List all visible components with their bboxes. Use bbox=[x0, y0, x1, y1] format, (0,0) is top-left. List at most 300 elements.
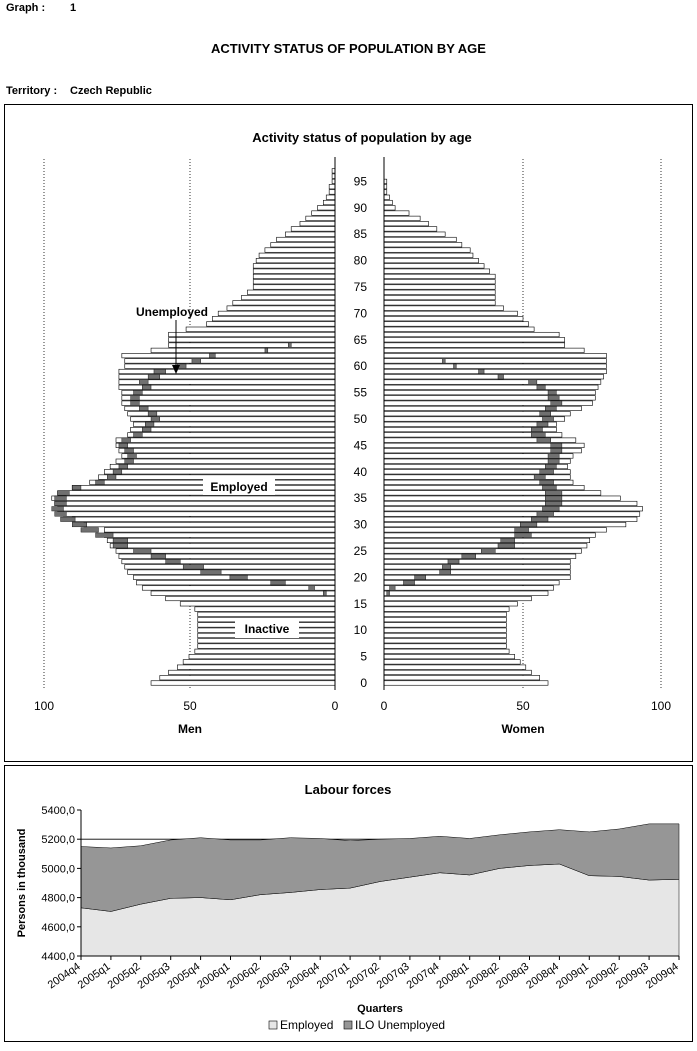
women-bar-age-3 bbox=[384, 665, 526, 669]
labour-xtick-2006q2: 2006q2 bbox=[225, 960, 263, 992]
women-bar-age-73 bbox=[384, 295, 495, 299]
men-bar-age-60 bbox=[125, 364, 335, 368]
men-bar-age-83 bbox=[271, 243, 335, 247]
women-unemployed-age-61 bbox=[442, 359, 445, 363]
men-unemployed-age-45 bbox=[119, 443, 128, 447]
men-xtick-100: 100 bbox=[33, 699, 55, 713]
men-unemployed-age-38 bbox=[96, 480, 105, 484]
men-bar-age-78 bbox=[253, 269, 335, 273]
women-unemployed-age-41 bbox=[545, 464, 556, 468]
age-tick-35: 35 bbox=[353, 491, 367, 506]
graph-label: Graph : bbox=[6, 2, 46, 14]
women-bar-age-6 bbox=[384, 649, 509, 653]
men-bar-age-4 bbox=[183, 660, 335, 664]
men-bar-age-27 bbox=[107, 538, 335, 542]
women-unemployed-age-39 bbox=[534, 475, 545, 479]
men-unemployed-age-58 bbox=[148, 375, 160, 379]
women-bar-age-69 bbox=[384, 316, 523, 320]
labour-xtick-2008q3: 2008q3 bbox=[494, 960, 532, 992]
women-bar-age-5 bbox=[384, 654, 515, 658]
men-bar-age-66 bbox=[169, 332, 335, 336]
men-unemployed-age-44 bbox=[125, 448, 134, 452]
men-unemployed-age-40 bbox=[113, 470, 122, 474]
women-bar-age-21 bbox=[384, 570, 570, 574]
men-unemployed-age-19 bbox=[271, 580, 286, 584]
men-xtick-50: 50 bbox=[183, 699, 197, 713]
men-unemployed-age-22 bbox=[183, 565, 203, 569]
pyramid-title: Activity status of population by age bbox=[252, 130, 472, 145]
men-unemployed-age-62 bbox=[209, 353, 215, 357]
labour-legend bbox=[269, 1018, 445, 1032]
women-bar-age-88 bbox=[384, 216, 420, 220]
labour-xtick-2009q4: 2009q4 bbox=[643, 960, 681, 992]
labour-xtick-2008q4: 2008q4 bbox=[524, 960, 562, 992]
men-unemployed-age-63 bbox=[265, 348, 268, 352]
women-bar-age-76 bbox=[384, 279, 495, 283]
men-bar-age-22 bbox=[125, 565, 335, 569]
women-unemployed-age-26 bbox=[498, 543, 515, 547]
women-unemployed-age-30 bbox=[520, 522, 537, 526]
men-bar-age-56 bbox=[119, 385, 335, 389]
age-tick-95: 95 bbox=[353, 174, 367, 189]
men-bar-age-90 bbox=[317, 206, 335, 210]
age-tick-70: 70 bbox=[353, 306, 367, 321]
men-unemployed-age-55 bbox=[134, 390, 143, 394]
men-bar-age-44 bbox=[119, 448, 335, 452]
women-bar-age-15 bbox=[384, 602, 517, 606]
women-bar-age-56 bbox=[384, 385, 598, 389]
women-bar-age-59 bbox=[384, 369, 606, 373]
men-bar-age-1 bbox=[160, 675, 335, 679]
women-bar-age-57 bbox=[384, 380, 601, 384]
women-bar-age-12 bbox=[384, 617, 506, 621]
women-bar-age-18 bbox=[384, 586, 554, 590]
women-unemployed-age-19 bbox=[403, 580, 414, 584]
age-tick-20: 20 bbox=[353, 570, 367, 585]
women-unemployed-age-46 bbox=[537, 438, 551, 442]
women-unemployed-age-31 bbox=[531, 517, 548, 521]
women-unemployed-age-23 bbox=[448, 559, 459, 563]
women-xtick-0: 0 bbox=[380, 699, 388, 713]
men-bar-age-92 bbox=[326, 195, 335, 199]
pyramid-chart bbox=[5, 105, 692, 761]
men-bar-age-19 bbox=[136, 580, 335, 584]
men-bar-age-65 bbox=[169, 338, 335, 342]
men-bar-age-0 bbox=[151, 681, 335, 685]
men-bar-age-6 bbox=[195, 649, 335, 653]
men-unemployed-age-64 bbox=[288, 343, 291, 347]
men-bar-age-46 bbox=[116, 438, 335, 442]
women-unemployed-age-52 bbox=[545, 406, 556, 410]
men-bar-age-93 bbox=[329, 190, 335, 194]
age-tick-65: 65 bbox=[353, 332, 367, 347]
women-unemployed-age-40 bbox=[540, 470, 554, 474]
men-bar-age-3 bbox=[177, 665, 335, 669]
men-bar-age-33 bbox=[58, 507, 335, 511]
women-unemployed-age-56 bbox=[537, 385, 545, 389]
men-bar-age-31 bbox=[72, 517, 335, 521]
women-unemployed-age-34 bbox=[545, 501, 562, 505]
women-bar-age-91 bbox=[384, 200, 392, 204]
age-tick-10: 10 bbox=[353, 623, 367, 638]
women-bar-age-87 bbox=[384, 221, 428, 225]
men-bar-age-57 bbox=[119, 380, 335, 384]
men-unemployed-age-48 bbox=[142, 427, 151, 431]
labour-ytick-label: 4400,0 bbox=[41, 951, 75, 963]
age-tick-30: 30 bbox=[353, 517, 367, 532]
women-unemployed-age-17 bbox=[387, 591, 390, 595]
women-bar-age-1 bbox=[384, 675, 540, 679]
labour-ytick-label: 5000,0 bbox=[41, 863, 75, 876]
men-bar-age-14 bbox=[195, 607, 335, 611]
men-unemployed-age-37 bbox=[72, 485, 81, 489]
men-bar-age-70 bbox=[218, 311, 335, 315]
labour-ylabel: Persons in thousand bbox=[16, 828, 28, 938]
men-unemployed-age-56 bbox=[142, 385, 151, 389]
women-bar-age-48 bbox=[384, 427, 556, 431]
men-bar-age-40 bbox=[104, 470, 335, 474]
women-unemployed-age-54 bbox=[548, 396, 559, 400]
men-unemployed-age-17 bbox=[323, 591, 326, 595]
men-unemployed-age-31 bbox=[61, 517, 76, 521]
women-unemployed-age-25 bbox=[481, 549, 495, 553]
women-bar-age-0 bbox=[384, 681, 548, 685]
women-bar-age-92 bbox=[384, 195, 390, 199]
men-bar-age-61 bbox=[125, 359, 335, 363]
inactive-annotation: Inactive bbox=[244, 622, 290, 636]
men-unemployed-age-59 bbox=[154, 369, 166, 373]
women-bar-age-67 bbox=[384, 327, 534, 331]
women-bar-age-89 bbox=[384, 211, 409, 215]
women-bar-age-13 bbox=[384, 612, 506, 616]
age-tick-60: 60 bbox=[353, 359, 367, 374]
men-unemployed-age-30 bbox=[72, 522, 87, 526]
labour-xlabel: Quarters bbox=[357, 1003, 403, 1015]
men-bar-age-17 bbox=[151, 591, 335, 595]
women-bar-age-20 bbox=[384, 575, 570, 579]
women-bar-age-75 bbox=[384, 285, 495, 289]
age-tick-25: 25 bbox=[353, 544, 367, 558]
women-bar-age-16 bbox=[384, 596, 531, 600]
women-xtick-100: 100 bbox=[650, 699, 672, 713]
men-bar-age-28 bbox=[104, 533, 335, 537]
men-bar-age-50 bbox=[131, 417, 335, 421]
men-unemployed-age-53 bbox=[131, 401, 140, 405]
men-bar-age-53 bbox=[122, 401, 335, 405]
men-bar-age-87 bbox=[300, 221, 335, 225]
legend-swatch-unemployed bbox=[344, 1021, 352, 1029]
men-unemployed-age-27 bbox=[113, 538, 128, 542]
women-unemployed-age-43 bbox=[548, 454, 559, 458]
men-unemployed-age-35 bbox=[55, 496, 67, 500]
women-unemployed-age-42 bbox=[548, 459, 559, 463]
men-bar-age-79 bbox=[253, 264, 335, 268]
women-bar-age-2 bbox=[384, 670, 531, 674]
men-bar-age-34 bbox=[55, 501, 335, 505]
labour-title: Labour forces bbox=[304, 782, 392, 797]
legend-label-unemployed: ILO Unemployed bbox=[355, 1018, 446, 1032]
men-bar-age-67 bbox=[186, 327, 335, 331]
women-bar-age-71 bbox=[384, 306, 504, 310]
women-bar-age-4 bbox=[384, 660, 520, 664]
age-tick-40: 40 bbox=[353, 464, 367, 479]
men-bar-age-52 bbox=[125, 406, 335, 410]
men-bar-age-62 bbox=[122, 353, 335, 357]
labour-ytick-label: 4800,0 bbox=[41, 892, 75, 905]
women-bar-age-8 bbox=[384, 639, 506, 643]
men-bar-age-71 bbox=[227, 306, 335, 310]
women-bar-age-11 bbox=[384, 623, 506, 627]
women-bar-age-68 bbox=[384, 322, 529, 326]
men-unemployed-age-23 bbox=[166, 559, 181, 563]
men-unemployed-age-32 bbox=[55, 512, 67, 516]
women-bar-age-28 bbox=[384, 533, 595, 537]
men-bar-age-75 bbox=[253, 285, 335, 289]
women-bar-age-50 bbox=[384, 417, 565, 421]
men-unemployed-age-20 bbox=[230, 575, 248, 579]
women-bar-age-70 bbox=[384, 311, 517, 315]
labour-xtick-2005q3: 2005q3 bbox=[135, 960, 173, 992]
women-bar-age-7 bbox=[384, 644, 506, 648]
men-bar-age-55 bbox=[122, 390, 335, 394]
men-bar-age-49 bbox=[134, 422, 335, 426]
territory-label: Territory : bbox=[6, 85, 58, 97]
women-bar-age-54 bbox=[384, 396, 595, 400]
men-bar-age-59 bbox=[119, 369, 335, 373]
men-unemployed-age-51 bbox=[148, 411, 157, 415]
men-bar-age-7 bbox=[198, 644, 335, 648]
pyramid-panel bbox=[4, 104, 693, 762]
women-unemployed-age-20 bbox=[415, 575, 426, 579]
men-bar-age-85 bbox=[285, 232, 335, 236]
women-unemployed-age-33 bbox=[542, 507, 559, 511]
men-bar-age-29 bbox=[104, 528, 335, 532]
women-unemployed-age-27 bbox=[501, 538, 515, 542]
legend-label-employed: Employed bbox=[280, 1018, 334, 1032]
labour-xtick-2008q2: 2008q2 bbox=[464, 960, 502, 992]
men-bar-age-41 bbox=[110, 464, 335, 468]
women-bar-age-82 bbox=[384, 248, 470, 252]
women-bar-age-86 bbox=[384, 227, 437, 231]
women-unemployed-age-48 bbox=[531, 427, 542, 431]
women-bar-age-81 bbox=[384, 253, 473, 257]
labour-xtick-2007q3: 2007q3 bbox=[374, 960, 412, 992]
women-bar-age-30 bbox=[384, 522, 626, 526]
women-unemployed-age-50 bbox=[542, 417, 553, 421]
women-unemployed-age-24 bbox=[462, 554, 476, 558]
men-bar-age-80 bbox=[256, 258, 335, 262]
women-unemployed-age-38 bbox=[540, 480, 554, 484]
men-unemployed-age-39 bbox=[107, 475, 116, 479]
men-unemployed-age-26 bbox=[113, 543, 128, 547]
men-bar-age-63 bbox=[151, 348, 335, 352]
women-bar-age-22 bbox=[384, 565, 570, 569]
men-unemployed-age-57 bbox=[139, 380, 148, 384]
men-bar-age-64 bbox=[169, 343, 335, 347]
men-bar-age-69 bbox=[212, 316, 335, 320]
women-bar-age-72 bbox=[384, 301, 495, 305]
women-label: Women bbox=[501, 722, 545, 736]
men-unemployed-age-34 bbox=[55, 501, 67, 505]
men-bar-age-8 bbox=[198, 639, 335, 643]
age-tick-5: 5 bbox=[360, 649, 367, 664]
women-unemployed-age-32 bbox=[537, 512, 554, 516]
labour-chart bbox=[5, 766, 692, 1041]
women-bar-age-10 bbox=[384, 628, 506, 632]
women-bar-age-33 bbox=[384, 507, 643, 511]
men-bar-age-36 bbox=[58, 491, 335, 495]
women-bar-age-41 bbox=[384, 464, 567, 468]
men-unemployed-age-50 bbox=[151, 417, 160, 421]
men-bar-age-84 bbox=[277, 237, 335, 241]
women-bar-age-58 bbox=[384, 375, 604, 379]
men-unemployed-age-41 bbox=[119, 464, 128, 468]
women-bar-age-77 bbox=[384, 274, 495, 278]
men-unemployed-age-29 bbox=[81, 528, 99, 532]
men-unemployed-age-28 bbox=[96, 533, 114, 537]
women-bar-age-31 bbox=[384, 517, 637, 521]
women-unemployed-age-45 bbox=[551, 443, 562, 447]
men-bar-age-26 bbox=[110, 543, 335, 547]
women-unemployed-age-51 bbox=[540, 411, 551, 415]
page-title: ACTIVITY STATUS OF POPULATION BY AGE bbox=[211, 41, 486, 56]
women-bar-age-27 bbox=[384, 538, 590, 542]
labour-xtick-2006q3: 2006q3 bbox=[255, 960, 293, 992]
labour-ytick-label: 4600,0 bbox=[41, 921, 75, 934]
labour-xtick-2005q4: 2005q4 bbox=[165, 960, 203, 992]
labour-xtick-2007q4: 2007q4 bbox=[404, 960, 442, 992]
men-bar-age-35 bbox=[52, 496, 335, 500]
men-bar-age-23 bbox=[122, 559, 335, 563]
men-bar-age-45 bbox=[116, 443, 335, 447]
unemployed-annotation: Unemployed bbox=[135, 305, 209, 319]
women-bar-age-9 bbox=[384, 633, 506, 637]
labour-xtick-2007q2: 2007q2 bbox=[344, 960, 382, 992]
age-tick-85: 85 bbox=[353, 227, 367, 242]
women-bar-age-49 bbox=[384, 422, 556, 426]
women-bar-age-55 bbox=[384, 390, 595, 394]
men-unemployed-age-49 bbox=[145, 422, 154, 426]
labour-xtick-2008q1: 2008q1 bbox=[434, 960, 472, 992]
men-unemployed-age-47 bbox=[134, 433, 143, 437]
men-bar-age-72 bbox=[233, 301, 335, 305]
men-unemployed-age-43 bbox=[128, 454, 137, 458]
men-bar-age-76 bbox=[253, 279, 335, 283]
men-bar-age-47 bbox=[128, 433, 335, 437]
labour-ytick-label: 5400,0 bbox=[41, 805, 75, 817]
women-bar-age-35 bbox=[384, 496, 620, 500]
men-unemployed-age-33 bbox=[52, 507, 64, 511]
women-unemployed-age-47 bbox=[531, 433, 545, 437]
age-tick-90: 90 bbox=[353, 200, 367, 215]
women-bar-age-42 bbox=[384, 459, 570, 463]
age-tick-80: 80 bbox=[353, 253, 367, 268]
men-xtick-0: 0 bbox=[331, 699, 339, 713]
age-tick-75: 75 bbox=[353, 280, 367, 294]
women-bar-age-80 bbox=[384, 258, 479, 262]
men-bar-age-88 bbox=[306, 216, 335, 220]
age-tick-45: 45 bbox=[353, 438, 367, 453]
labour-ytick-label: 5200,0 bbox=[41, 834, 75, 847]
women-bar-age-23 bbox=[384, 559, 570, 563]
women-unemployed-age-37 bbox=[542, 485, 556, 489]
women-bar-age-74 bbox=[384, 290, 495, 294]
men-unemployed-age-54 bbox=[131, 396, 140, 400]
men-label: Men bbox=[178, 722, 202, 736]
men-unemployed-age-25 bbox=[134, 549, 152, 553]
territory-value: Czech Republic bbox=[70, 85, 152, 97]
employed-annotation: Employed bbox=[210, 480, 268, 494]
women-unemployed-age-21 bbox=[440, 570, 451, 574]
men-bar-age-2 bbox=[169, 670, 335, 674]
men-bar-age-91 bbox=[323, 200, 335, 204]
women-unemployed-age-59 bbox=[479, 369, 485, 373]
women-bar-age-17 bbox=[384, 591, 548, 595]
men-unemployed-age-18 bbox=[309, 586, 315, 590]
women-bar-age-36 bbox=[384, 491, 601, 495]
men-bar-age-5 bbox=[189, 654, 335, 658]
women-unemployed-age-58 bbox=[498, 375, 504, 379]
women-unemployed-age-35 bbox=[545, 496, 562, 500]
legend-swatch-employed bbox=[269, 1021, 277, 1029]
women-bar-age-84 bbox=[384, 237, 456, 241]
men-unemployed-age-36 bbox=[58, 491, 70, 495]
women-bar-age-78 bbox=[384, 269, 490, 273]
men-unemployed-age-61 bbox=[192, 359, 201, 363]
women-unemployed-age-36 bbox=[545, 491, 562, 495]
women-xtick-50: 50 bbox=[516, 699, 530, 713]
men-bar-age-82 bbox=[265, 248, 335, 252]
labour-xtick-2006q1: 2006q1 bbox=[195, 960, 233, 992]
women-bar-age-66 bbox=[384, 332, 559, 336]
women-bar-age-26 bbox=[384, 543, 587, 547]
age-tick-55: 55 bbox=[353, 385, 367, 400]
women-unemployed-age-28 bbox=[515, 533, 532, 537]
women-bar-age-24 bbox=[384, 554, 576, 558]
women-bar-age-14 bbox=[384, 607, 509, 611]
men-bar-age-21 bbox=[128, 570, 335, 574]
men-bar-age-42 bbox=[116, 459, 335, 463]
men-unemployed-age-24 bbox=[151, 554, 166, 558]
men-bar-age-18 bbox=[142, 586, 335, 590]
men-bar-age-74 bbox=[247, 290, 335, 294]
women-unemployed-age-29 bbox=[515, 528, 529, 532]
women-bar-age-43 bbox=[384, 454, 573, 458]
age-tick-15: 15 bbox=[353, 596, 367, 611]
men-bar-age-16 bbox=[166, 596, 335, 600]
women-bar-age-83 bbox=[384, 243, 462, 247]
men-bar-age-32 bbox=[63, 512, 335, 516]
men-bar-age-15 bbox=[180, 602, 335, 606]
women-bar-age-29 bbox=[384, 528, 606, 532]
age-tick-50: 50 bbox=[353, 412, 367, 426]
women-bar-age-63 bbox=[384, 348, 584, 352]
women-bar-age-61 bbox=[384, 359, 606, 363]
men-bar-age-73 bbox=[242, 295, 335, 299]
labour-xtick-2004q4: 2004q4 bbox=[45, 960, 83, 992]
men-unemployed-age-42 bbox=[125, 459, 134, 463]
men-bar-age-94 bbox=[329, 184, 335, 188]
men-unemployed-age-21 bbox=[201, 570, 221, 574]
graph-number: 1 bbox=[70, 2, 77, 14]
labour-xtick-2007q1: 2007q1 bbox=[314, 960, 352, 992]
women-bar-age-60 bbox=[384, 364, 606, 368]
labour-xtick-2009q3: 2009q3 bbox=[613, 960, 651, 992]
labour-xtick-2009q1: 2009q1 bbox=[554, 960, 592, 992]
men-bars bbox=[52, 169, 335, 686]
men-bar-age-30 bbox=[84, 522, 335, 526]
women-unemployed-age-49 bbox=[537, 422, 548, 426]
